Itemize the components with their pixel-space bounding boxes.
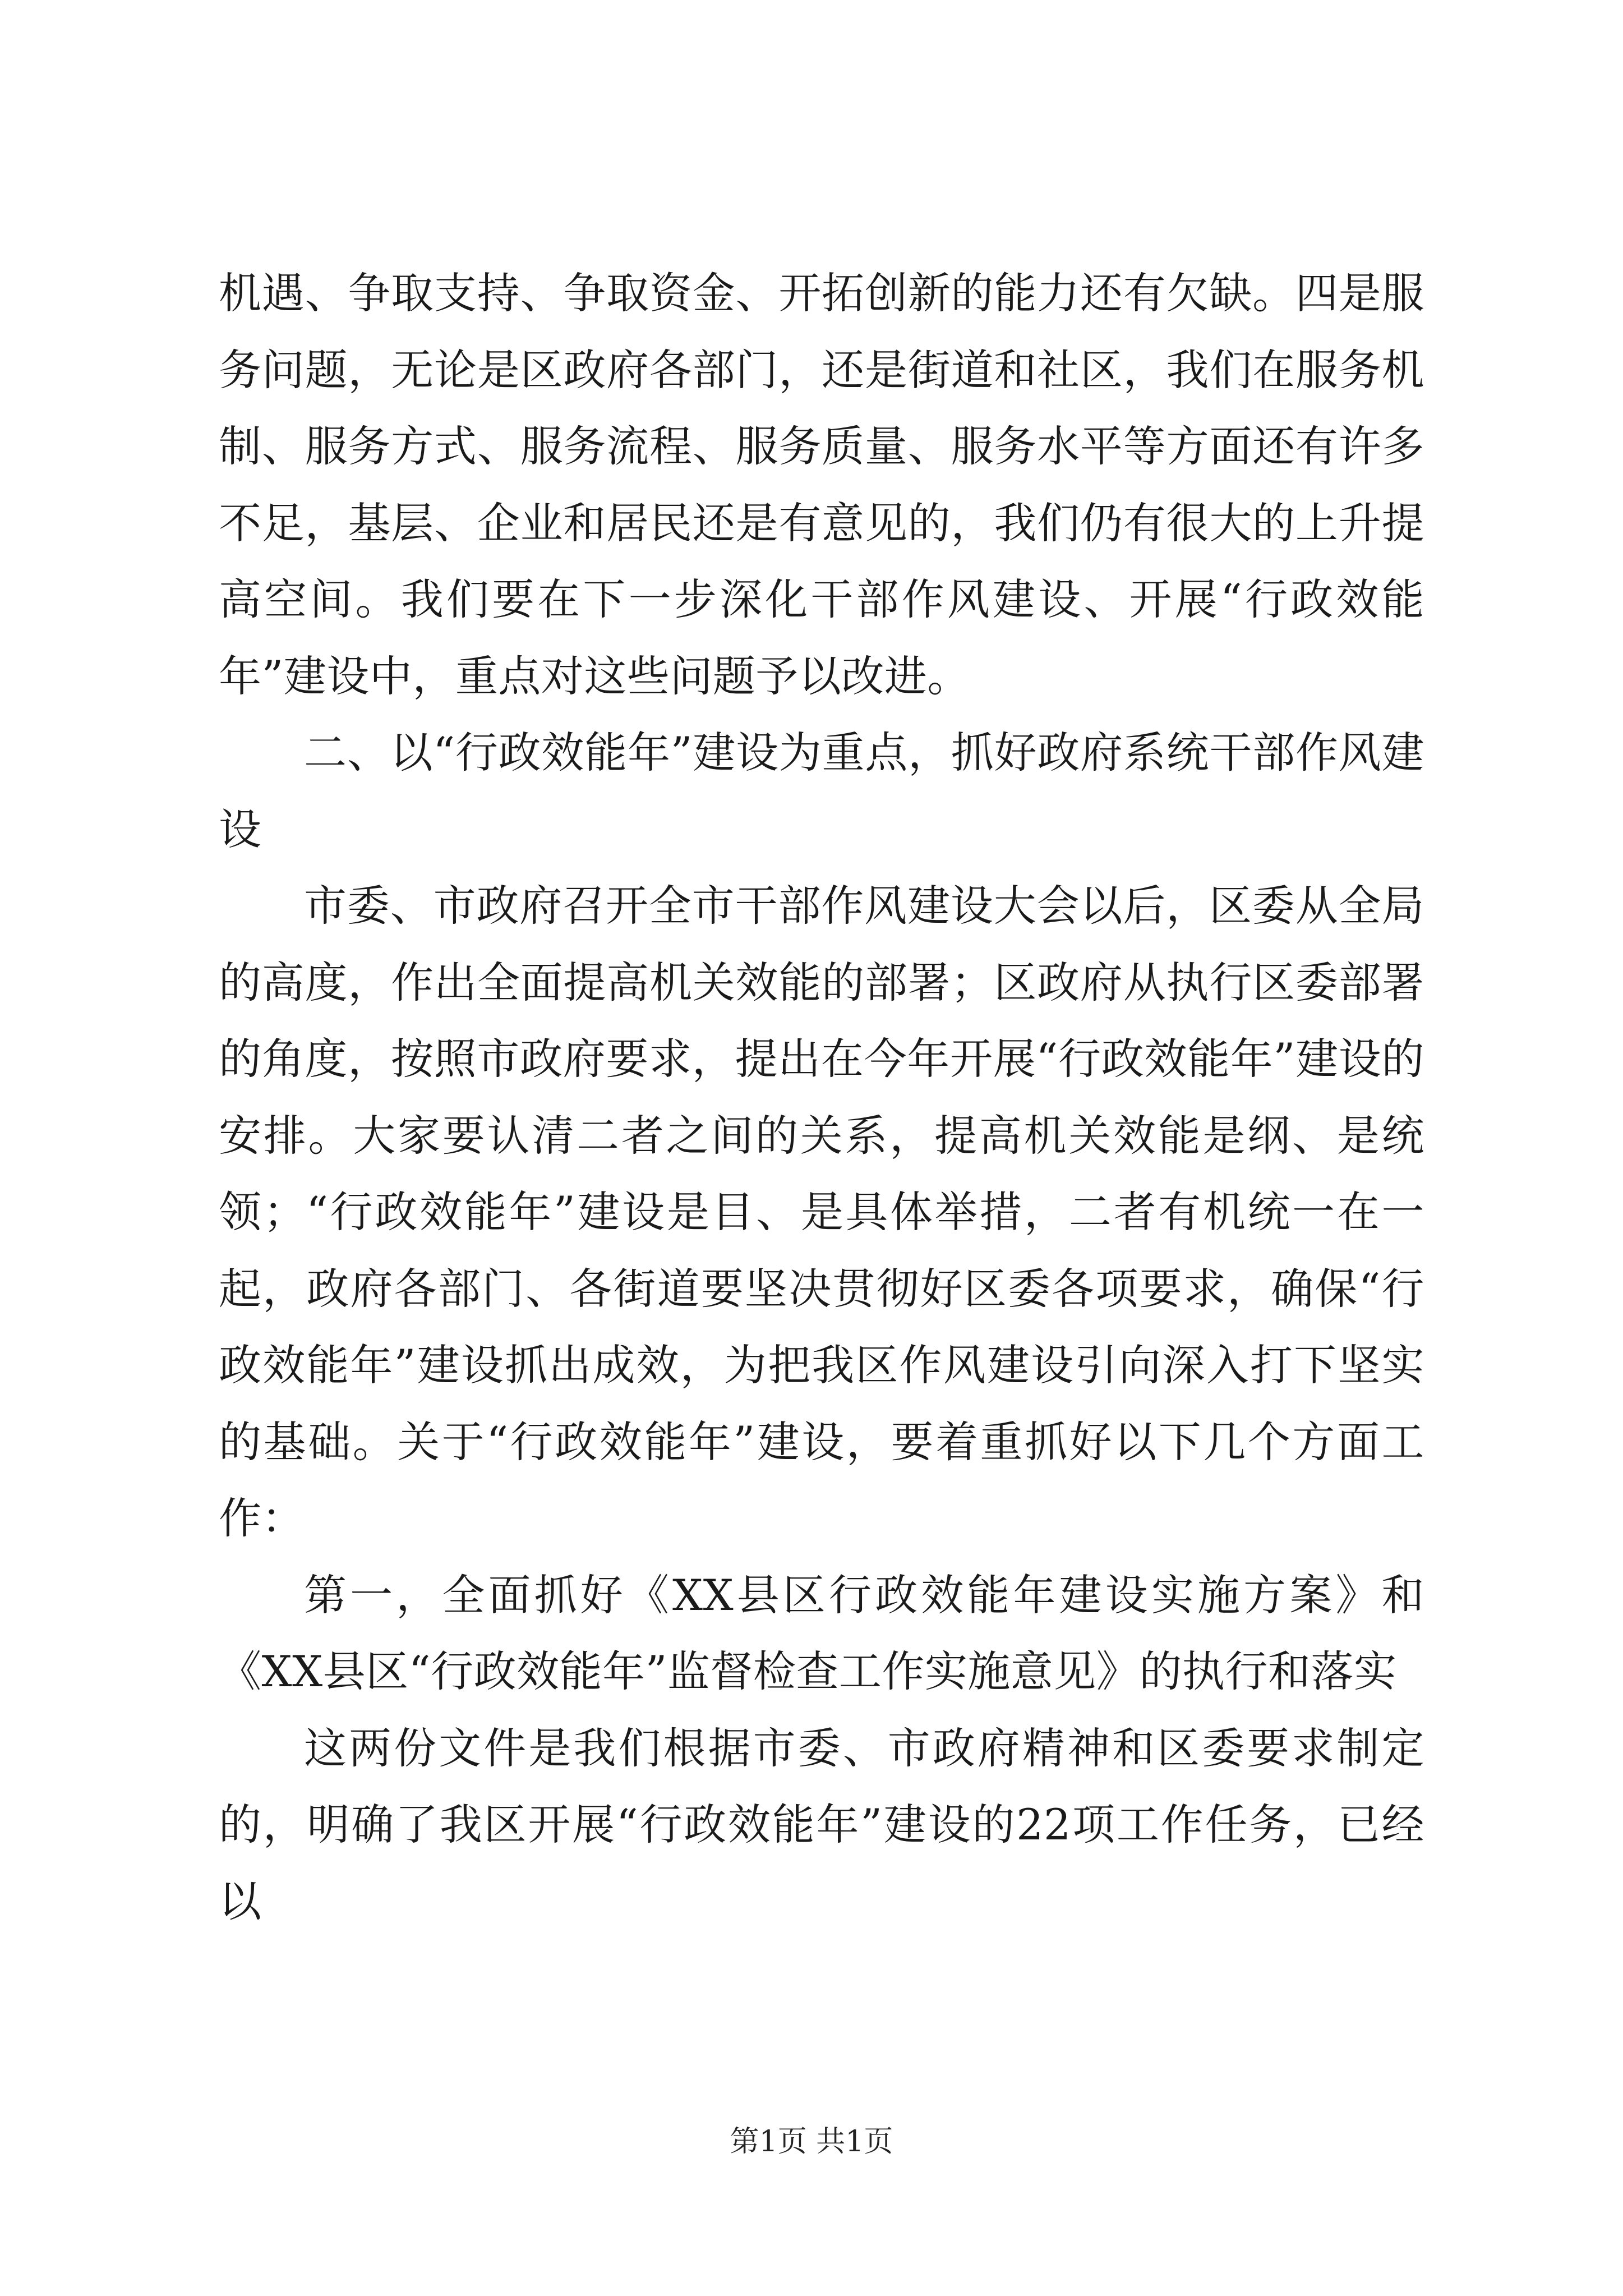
paragraph-efficiency-year: 市委、市政府召开全市干部作风建设大会以后，区委从全局的高度，作出全面提高机关效能的部署；区政府从执行区委部署的角度，按照市政府要求，提出在今年开展“行政效能年”建设的安排。大家要认清二者之间的关系，提高机关效能是纲、是统领；“行政效能年”建设是目、是具体举措，二者有机统一在一起，政府各部门、各街道要坚决贯彻好区委各项要求，确保“行政效能年”建设抓出成效，为把我区作风建设引向深入打下坚实的基础。关于“行政效能年”建设，要着重抓好以下几个方面工作： — [219, 881, 1424, 1543]
subheading-first-task: 第一，全面抓好《XX县区行政效能年建设实施方案》和《XX县区“行政效能年”监督检查工作实施意见》的执行和落实 — [219, 1570, 1424, 1696]
section-heading-two: 二、以“行政效能年”建设为重点，抓好政府系统干部作风建设 — [219, 728, 1424, 854]
paragraph-two-documents: 这两份文件是我们根据市委、市政府精神和区委要求制定的，明确了我区开展“行政效能年”建设的22项工作任务，已经以 — [219, 1723, 1424, 1926]
paragraph-service-issues: 机遇、争取支持、争取资金、开拓创新的能力还有欠缺。四是服务问题，无论是区政府各部门，还是街道和社区，我们在服务机制、服务方式、服务流程、服务质量、服务水平等方面还有许多不足，基层、企业和居民还是有意见的，我们仍有很大的上升提高空间。我们要在下一步深化干部作风建设、开展“行政效能年”建设中，重点对这些问题予以改进。 — [219, 268, 1424, 701]
page-footer: 第1页 共1页 — [730, 2125, 893, 2159]
document-body — [219, 255, 1424, 1940]
